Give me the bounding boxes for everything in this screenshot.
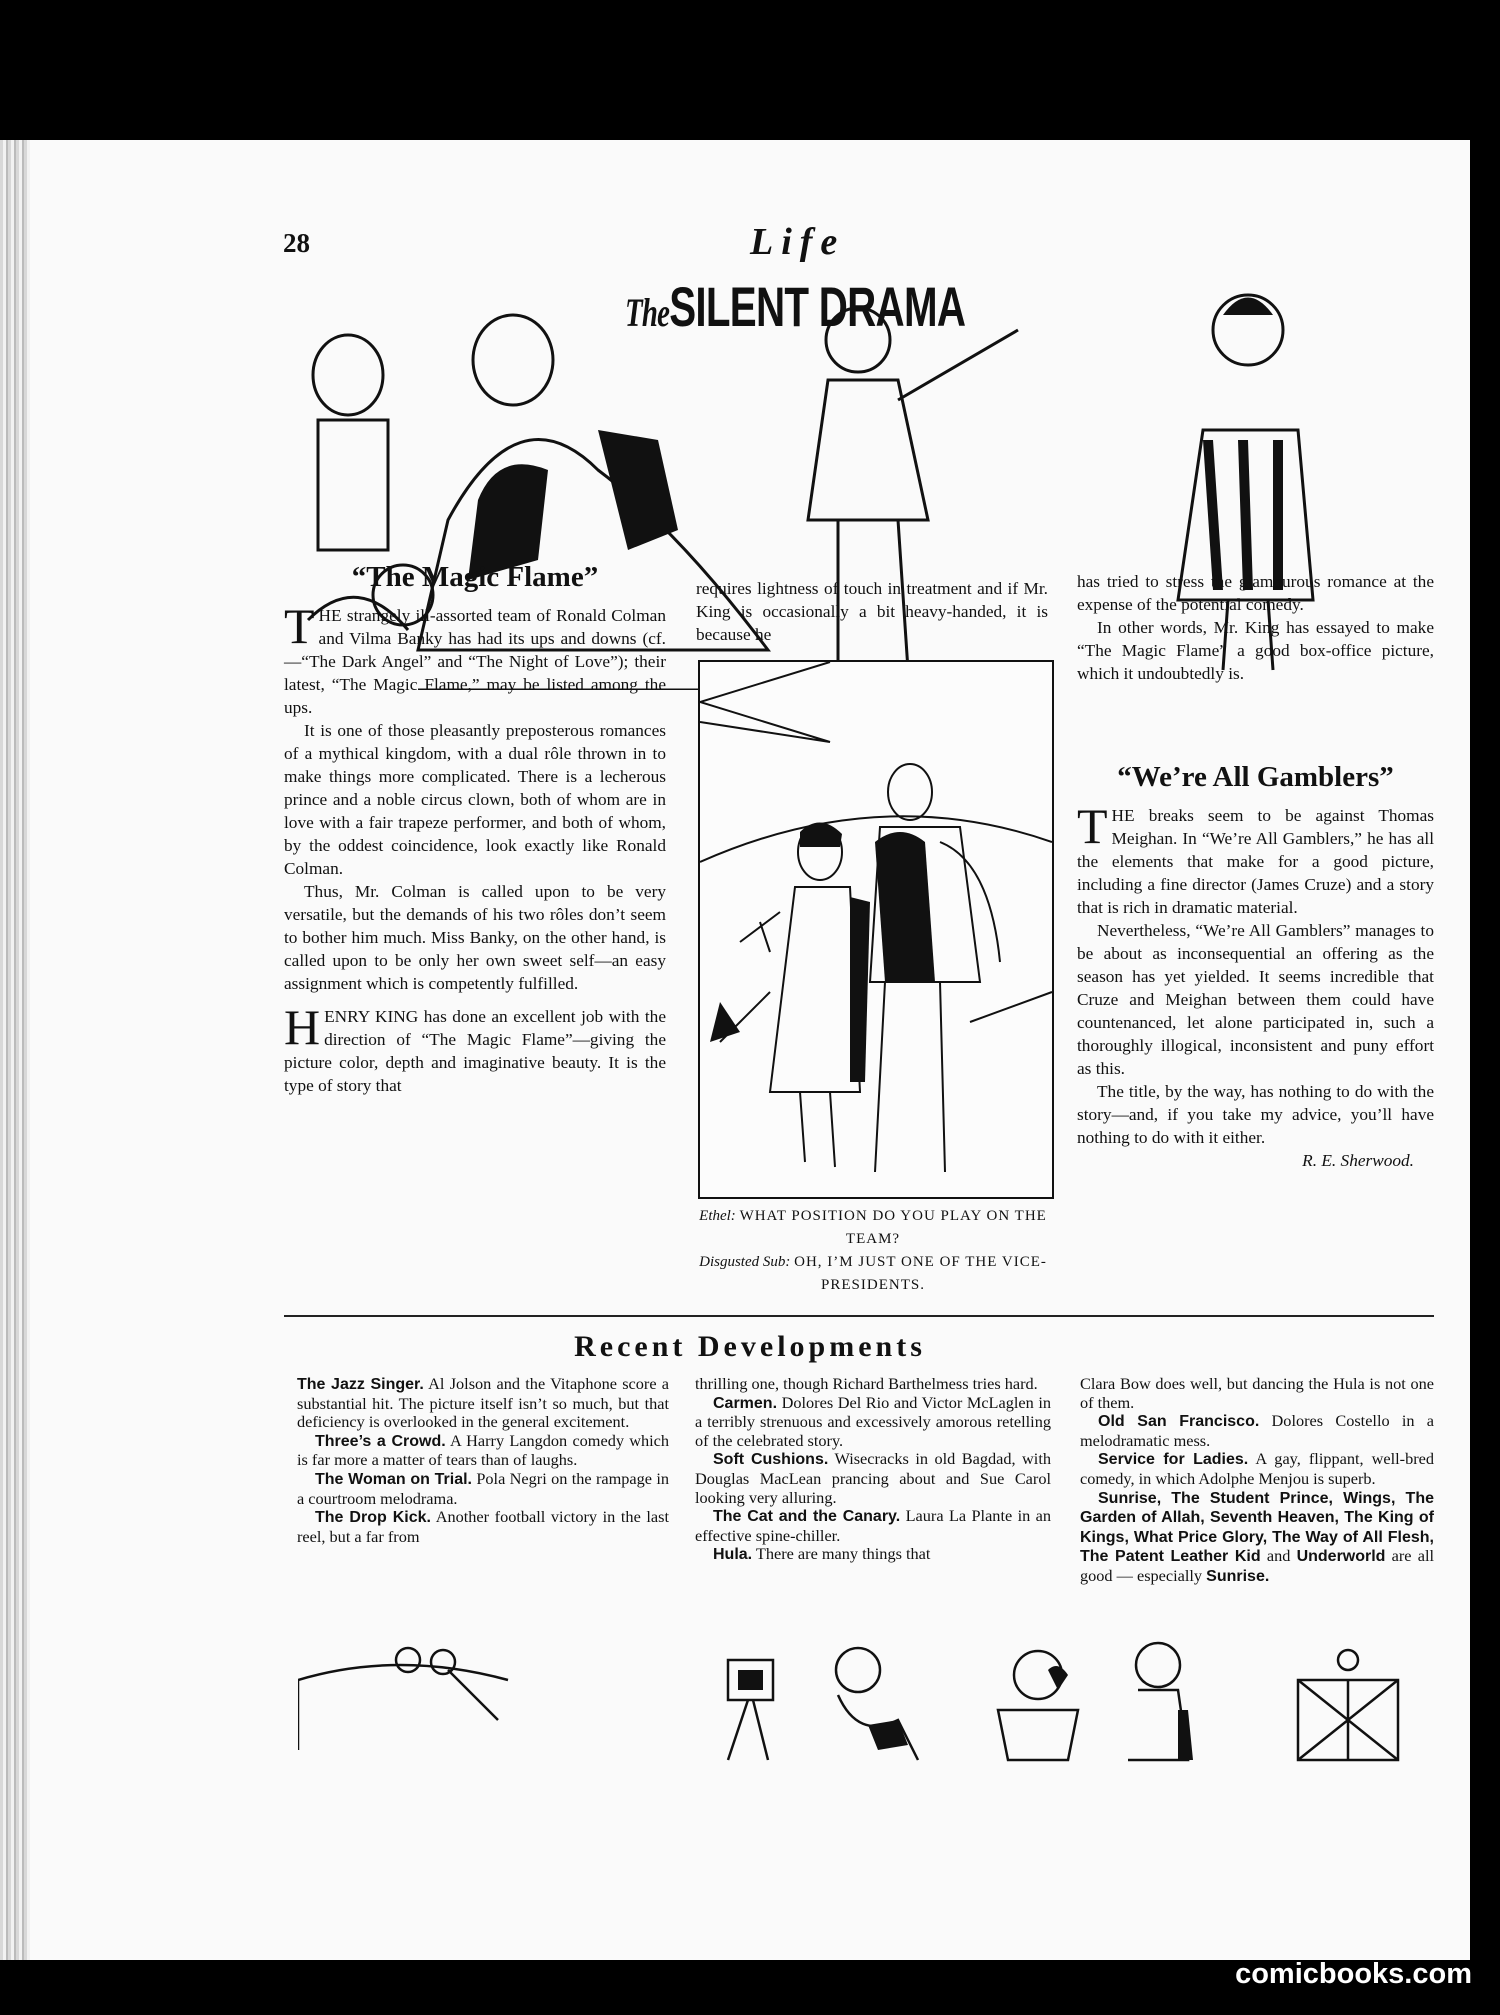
paragraph: has tried to stress the glamourous romance at the expense of the potential comedy.	[1077, 572, 1434, 614]
recent-column-3	[1080, 1375, 1434, 1587]
page-number: 28	[283, 228, 310, 258]
magazine-page	[30, 140, 1470, 1960]
film-title: Sunrise, The Student Prince, Wings, The Garden of Allah, Seventh Heaven, The King of Kings, What Price Glory, The Way of All Flesh, The Patent Leather Kid	[1080, 1489, 1434, 1566]
paragraph	[284, 598, 666, 719]
paragraph: In other words, Mr. King has essayed to make “The Magic Flame” a good box-office picture, which it undoubtedly is.	[1077, 618, 1434, 683]
paragraph	[284, 999, 666, 1097]
film-title: Underworld	[1296, 1548, 1386, 1566]
list-item	[695, 1507, 1051, 1545]
list-item	[695, 1450, 1051, 1507]
film-title: Hula.	[713, 1546, 753, 1564]
film-title: The Jazz Singer.	[297, 1376, 424, 1393]
list-item	[297, 1508, 669, 1546]
watermark: comicbooks.com	[1235, 1958, 1472, 1990]
author-signature: R. E. Sherwood.	[1302, 1151, 1414, 1170]
magazine-title: Life	[750, 221, 846, 263]
footer-illustration	[298, 1630, 1428, 1770]
film-title: The Drop Kick.	[315, 1509, 431, 1527]
paragraph	[1077, 798, 1434, 919]
paragraph-text: HE strangely ill-assorted team of Ronald Colman and Vilma Banky has had its ups and downs (cf.—“The Dark Angel” and “The Night of Love”); their latest, “The Magic Flame,” may be listed among the ups.	[284, 606, 666, 717]
article-column-2	[696, 577, 1048, 646]
headline-magic-flame: “The Magic Flame”	[351, 561, 599, 593]
list-item	[695, 1375, 1051, 1394]
section-divider	[284, 1315, 1434, 1317]
paragraph-text: HE breaks seem to be against Thomas Meighan. In “We’re All Gamblers,” he has all the elements that make for a good picture, including a fine director (James Cruze) and a story that is rich in dramatic material.	[1077, 806, 1434, 917]
film-review: Dolores Costello in a melodramatic mess.	[1080, 1411, 1434, 1450]
film-review: Wisecracks in old Bagdad, with Douglas MacLean prancing about and Sue Carol looking very alluring.	[695, 1449, 1051, 1507]
paragraph: The title, by the way, has nothing to do with the story—and, if you take my advice, you’ll have nothing to do with it either.	[1077, 1082, 1434, 1147]
film-title: Carmen.	[713, 1394, 778, 1412]
caption-line-2	[696, 1251, 1050, 1297]
section-title-prefix: The	[625, 290, 670, 335]
list-item	[695, 1545, 1051, 1565]
film-title: The Cat and the Canary.	[713, 1508, 901, 1526]
list-item	[1080, 1375, 1434, 1412]
paragraph: Thus, Mr. Colman is called upon to be very versatile, but the demands of his two rôles don’t seem to bother him much. Miss Banky, on the other hand, is called upon to be only her own sweet self—an easy assignment which is competently fulfilled.	[284, 882, 666, 993]
caption-line-1	[696, 1205, 1050, 1251]
section-title	[625, 274, 965, 339]
film-title: Service for Ladies.	[1098, 1451, 1249, 1469]
paragraph: requires lightness of touch in treatment and if Mr. King is occasionally a bit heavy-handed, it is because he	[696, 579, 1048, 644]
cartoon-caption	[696, 1205, 1050, 1297]
film-review: Another football victory in the last reel, but a far from	[297, 1507, 670, 1546]
film-review: There are many things that	[755, 1544, 931, 1564]
film-review: are all good — especially	[1080, 1546, 1435, 1585]
cartoon-illustration	[698, 660, 1054, 1199]
caption-text: WHAT POSITION DO YOU PLAY ON THE TEAM?	[739, 1208, 1047, 1247]
film-review: and	[1266, 1546, 1291, 1566]
drop-cap: T	[284, 598, 315, 654]
recent-column-2	[695, 1375, 1051, 1565]
list-item	[1080, 1412, 1434, 1450]
article-gamblers	[1077, 760, 1434, 1172]
caption-speaker: Disgusted Sub:	[699, 1254, 791, 1270]
list-item	[297, 1375, 669, 1432]
film-title: Old San Francisco.	[1098, 1413, 1260, 1431]
recent-column-1	[297, 1375, 669, 1546]
headline-gamblers: “We’re All Gamblers”	[1117, 761, 1394, 793]
paragraph: Nevertheless, “We’re All Gamblers” manages to be about as inconsequential an offering as the season has yet yielded. It seems incredible that Cruze and Meighan between them could have countenanced, let alone participated in, such a thoroughly illogical, inconsistent and puny effort as this.	[1077, 921, 1434, 1078]
film-review: A gay, flippant, well-bred comedy, in which Adolphe Menjou is superb.	[1080, 1449, 1435, 1488]
film-review: Clara Bow does well, but dancing the Hula is not one of them.	[1080, 1374, 1434, 1412]
film-review: Al Jolson and the Vitaphone score a substantial hit. The picture itself isn’t so much, but that deficiency is overlooked in the general excitement.	[297, 1374, 670, 1432]
paragraph-text: ENRY KING has done an excellent job with the direction of “The Magic Flame”—giving the picture color, depth and imaginative beauty. It is the type of story that	[284, 1007, 666, 1095]
paragraph: It is one of those pleasantly preposterous romances of a mythical kingdom, with a dual rôle thrown in to make things more complicated. There is a lecherous prince and a noble circus clown, both of whom are in love with a fair trapeze performer, and both of whom, by the oddest coincidence, look exactly like Ronald Colman.	[284, 721, 666, 878]
recent-developments-title: Recent Developments	[574, 1330, 926, 1363]
list-item	[297, 1432, 669, 1470]
film-title: The Woman on Trial.	[315, 1470, 472, 1488]
article-column-1	[284, 560, 666, 1097]
film-review: Laura La Plante in an effective spine-chiller.	[695, 1506, 1051, 1545]
film-title: Soft Cushions.	[713, 1451, 829, 1469]
drop-cap: T	[1077, 798, 1108, 854]
section-title-main: SILENT DRAMA	[669, 275, 966, 338]
article-column-3	[1077, 570, 1434, 685]
film-review: Dolores Del Rio and Victor McLaglen in a terribly strenuous and excessively amorous retelling of the celebrated story.	[695, 1392, 1051, 1450]
list-item	[1080, 1489, 1434, 1587]
caption-speaker: Ethel:	[699, 1208, 736, 1224]
film-review: A Harry Langdon comedy which is far more a matter of tears than of laughs.	[297, 1430, 670, 1470]
film-review: Pola Negri on the rampage in a courtroom melodrama.	[297, 1468, 669, 1508]
list-item	[1080, 1450, 1434, 1488]
film-review: thrilling one, though Richard Barthelmess tries hard.	[695, 1374, 1038, 1393]
list-item	[695, 1394, 1051, 1451]
caption-text: OH, I’M JUST ONE OF THE VICE-PRESIDENTS.	[794, 1254, 1047, 1293]
film-title: Sunrise.	[1206, 1567, 1270, 1585]
drop-cap: H	[284, 999, 321, 1055]
list-item	[297, 1470, 669, 1508]
film-title: Three’s a Crowd.	[315, 1432, 446, 1450]
